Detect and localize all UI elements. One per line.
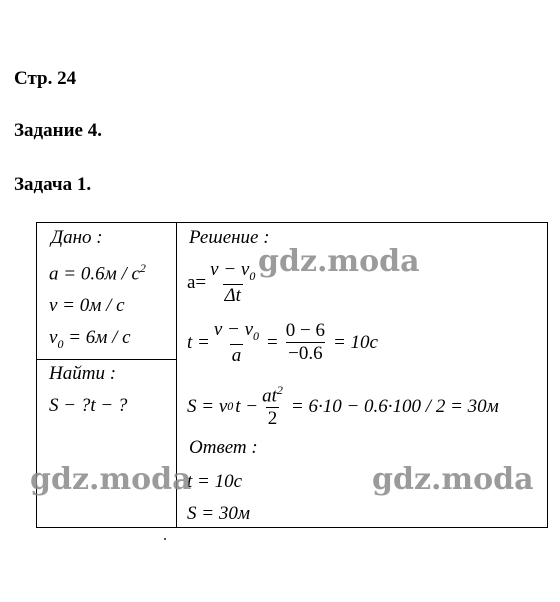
eq3-num: at	[262, 385, 277, 407]
eq2-den1: a	[231, 344, 242, 366]
eq1-den: Δt	[224, 284, 241, 306]
eq3-num-exp: 2	[276, 383, 283, 397]
equation-distance	[187, 383, 499, 430]
eq2-num1: v − v	[213, 319, 254, 340]
equation-time	[187, 319, 378, 367]
given-title: Дано :	[51, 227, 103, 248]
answer-title: Ответ :	[189, 437, 258, 458]
eq2-lhs: t =	[187, 331, 210, 353]
watermark-right: gdz.moda	[372, 462, 534, 497]
eq1-num-sub: 0	[249, 268, 256, 283]
problem-heading: Задача 1.	[14, 174, 92, 195]
page-number: Стр. 24	[14, 68, 77, 89]
given-v0-pre: v	[49, 327, 58, 348]
eq2-rhs: = 10с	[332, 331, 378, 353]
answer-distance: S = 30м	[187, 503, 250, 524]
eq2-num2: 0 − 6	[285, 320, 325, 342]
eq3-sub: 0	[227, 399, 234, 414]
eq3-lhs: S = v	[187, 395, 228, 417]
eq3-den: 2	[267, 408, 278, 430]
watermark-left: gdz.moda	[30, 462, 192, 497]
task-heading: Задание 4.	[14, 120, 102, 141]
given-velocity: v = 0м / с	[49, 295, 125, 316]
eq2-mid: =	[267, 331, 278, 353]
eq3-rhs: = 6·10 − 0.6·100 / 2 = 30м	[290, 395, 499, 417]
watermark-top: gdz.moda	[258, 244, 420, 279]
eq2-num1-sub: 0	[253, 328, 260, 343]
given-acceleration	[49, 261, 146, 285]
answer-time: t = 10с	[187, 471, 243, 492]
eq1-fraction	[208, 259, 257, 307]
given-acceleration-text: a = 0.6м / с	[49, 263, 140, 285]
eq1-lhs: a=	[187, 271, 207, 293]
find-title: Найти :	[49, 363, 117, 384]
eq3-t: t −	[235, 395, 259, 417]
given-initial-velocity	[49, 327, 131, 352]
solution-title: Решение :	[189, 227, 270, 248]
row-divider	[37, 359, 177, 360]
given-v0-sub: 0	[57, 336, 64, 351]
find-text: S − ?t − ?	[49, 395, 128, 416]
given-acceleration-exp: 2	[139, 261, 146, 275]
eq2-den2: −0.6	[288, 343, 323, 365]
eq3-fraction	[260, 383, 285, 430]
stray-mark	[164, 538, 166, 540]
eq2-fraction2	[284, 320, 327, 365]
given-v0-rest: = 6м / с	[63, 327, 131, 348]
eq1-num: v − v	[210, 259, 250, 280]
eq2-fraction1	[212, 319, 261, 367]
equation-acceleration	[187, 259, 259, 307]
